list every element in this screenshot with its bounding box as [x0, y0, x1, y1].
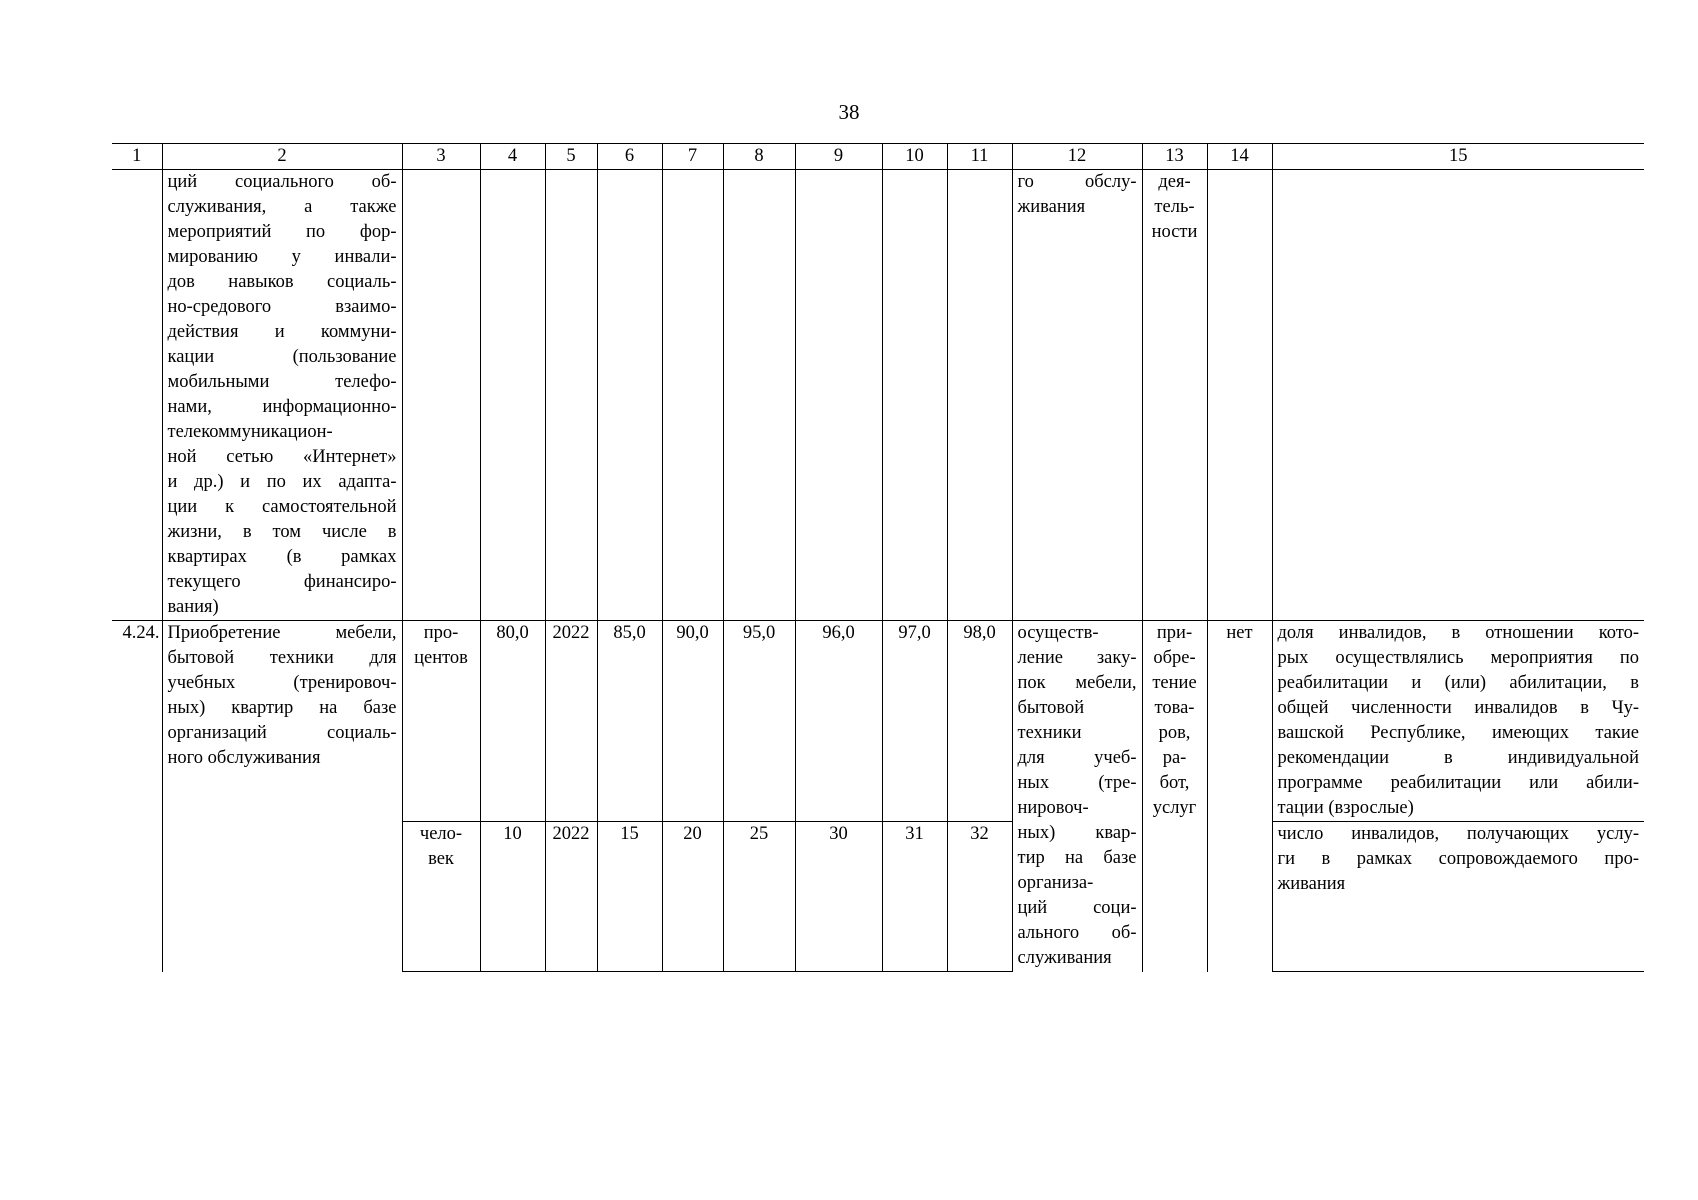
indicator-description-cell: число инвалидов, получающих услу- ги в рамках сопровождаемого про- живания [1272, 822, 1644, 972]
measure-cell: осуществ- ление заку- пок мебели, бытовой техники для учеб- ных (тре- нировоч- ных) квар- тир на базе организа- ций соци- ального об- служивания [1012, 621, 1142, 972]
activity-type-cell: при- обре- тение това- ров, ра- бот, услуг [1142, 621, 1207, 972]
page-number: 38 [838, 100, 860, 124]
value-cell-col10: 31 [882, 822, 947, 972]
value-cell-col8: 25 [723, 822, 795, 972]
empty-cell [597, 170, 662, 621]
header-cell: 8 [723, 144, 795, 170]
indicator-description-cell: доля инвалидов, в отношении кото- рых осуществлялись мероприятия по реабилитации и (или) абилитации, в общей численности инвалидов в Чу- вашской Республике, имеющих такие рекомендации в индивидуальной программе реабилитации или абили- тации (взрослые) [1272, 621, 1644, 822]
value-cell-col7: 90,0 [662, 621, 723, 822]
empty-cell [662, 170, 723, 621]
empty-cell [402, 170, 480, 621]
value-cell-col9: 96,0 [795, 621, 882, 822]
value-cell-col6: 15 [597, 822, 662, 972]
table-header-row [112, 144, 1644, 170]
table-row-continuation [112, 170, 1644, 621]
header-cell: 13 [1142, 144, 1207, 170]
activity-type-cell: дея- тель- ности [1142, 170, 1207, 621]
program-table [112, 143, 1644, 972]
empty-cell [723, 170, 795, 621]
header-cell: 4 [480, 144, 545, 170]
header-cell: 15 [1272, 144, 1644, 170]
value-cell-col4: 10 [480, 822, 545, 972]
activity-name-cell: ций социального об- служивания, а также мероприятий по фор- мированию у инвали- дов навыков социаль- но-средового взаимо- действия и коммуни- кации (пользование мобильными телефо- нами, информационно- телекоммуникацион- ной сетью «Интернет» и др.) и по их адапта- ции к самостоятельной жизни, в том числе в квартирах (в рамках текущего финансиро- вания) [162, 170, 402, 621]
value-cell-col7: 20 [662, 822, 723, 972]
header-cell: 12 [1012, 144, 1142, 170]
empty-cell [1207, 170, 1272, 621]
header-cell: 9 [795, 144, 882, 170]
year-cell: 2022 [545, 621, 597, 822]
header-cell: 7 [662, 144, 723, 170]
activity-name-cell: Приобретение мебели, бытовой техники для учебных (тренировоч- ных) квартир на базе организаций социаль- ного обслуживания [162, 621, 402, 972]
row-number-cell: 4.24. [112, 621, 162, 972]
header-cell: 5 [545, 144, 597, 170]
header-cell: 10 [882, 144, 947, 170]
row-number-cell [112, 170, 162, 621]
value-cell-col9: 30 [795, 822, 882, 972]
empty-cell [795, 170, 882, 621]
empty-cell [545, 170, 597, 621]
header-cell: 11 [947, 144, 1012, 170]
table-row [112, 621, 1644, 822]
header-cell: 3 [402, 144, 480, 170]
value-cell-col11: 32 [947, 822, 1012, 972]
header-cell: 6 [597, 144, 662, 170]
empty-cell [1272, 170, 1644, 621]
empty-cell [882, 170, 947, 621]
col14-cell: нет [1207, 621, 1272, 972]
unit-cell: про- центов [402, 621, 480, 822]
header-cell: 2 [162, 144, 402, 170]
value-cell-col10: 97,0 [882, 621, 947, 822]
empty-cell [947, 170, 1012, 621]
value-cell-col8: 95,0 [723, 621, 795, 822]
value-cell-col11: 98,0 [947, 621, 1012, 822]
header-cell: 14 [1207, 144, 1272, 170]
value-cell-col4: 80,0 [480, 621, 545, 822]
measure-cell: го обслу- живания [1012, 170, 1142, 621]
header-cell: 1 [112, 144, 162, 170]
value-cell-col6: 85,0 [597, 621, 662, 822]
year-cell: 2022 [545, 822, 597, 972]
empty-cell [480, 170, 545, 621]
unit-cell: чело- век [402, 822, 480, 972]
